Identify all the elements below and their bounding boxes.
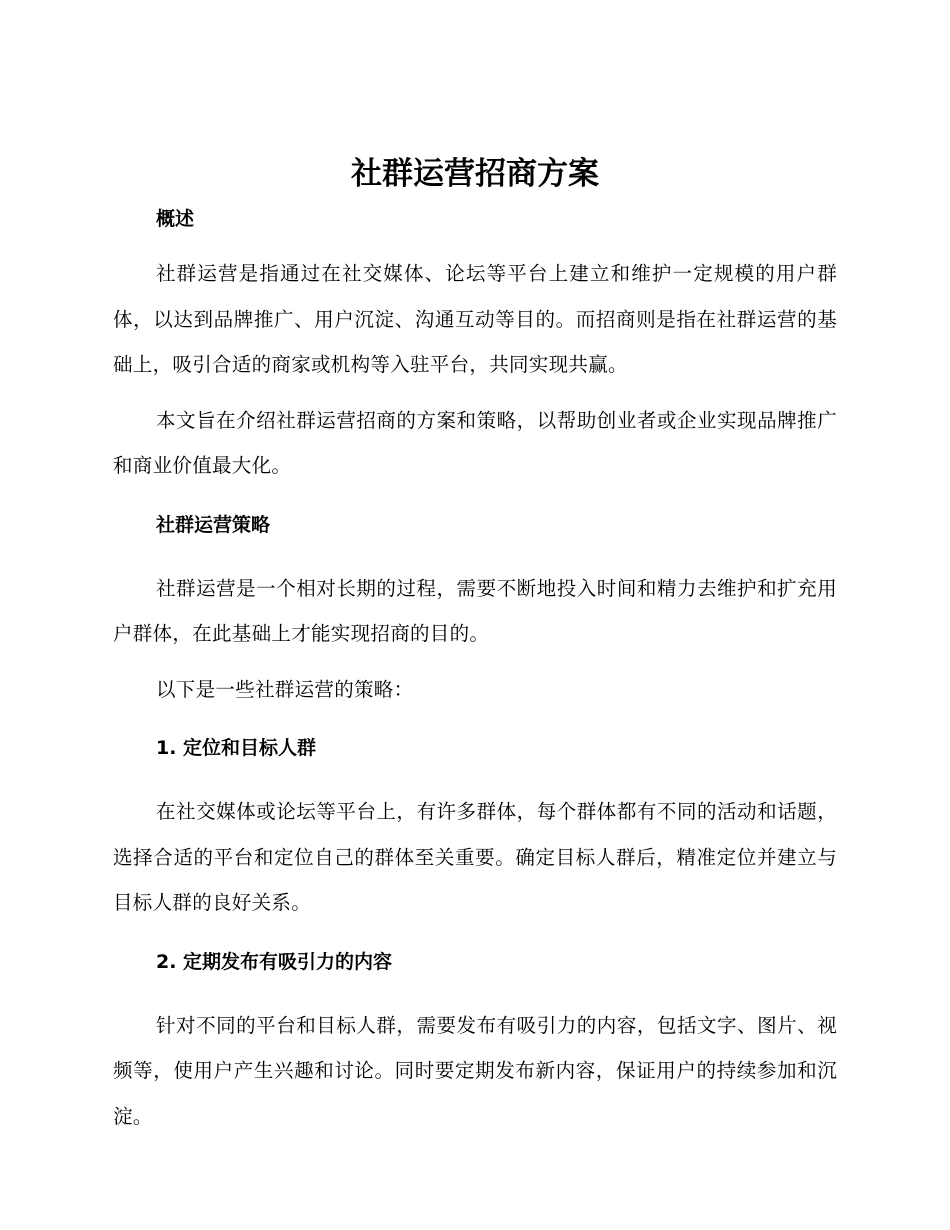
paragraph: 在社交媒体或论坛等平台上，有许多群体，每个群体都有不同的活动和话题，选择合适的平台和定位自己的群体至关重要。确定目标人群后，精准定位并建立与目标人群的良好关系。	[113, 800, 837, 914]
section-heading-overview: 概述	[156, 208, 195, 230]
document-title: 社群运营招商方案	[351, 156, 599, 192]
paragraph: 社群运营是一个相对长期的过程，需要不断地投入时间和精力去维护和扩充用户群体，在此基础上才能实现招商的目的。	[113, 576, 837, 645]
section-heading-strategy: 社群运营策略	[156, 513, 271, 536]
paragraph: 针对不同的平台和目标人群，需要发布有吸引力的内容，包括文字、图片、视频等，使用户产生兴趣和讨论。同时要定期发布新内容，保证用户的持续参加和沉淀。	[113, 1013, 837, 1128]
paragraph: 本文旨在介绍社群运营招商的方案和策略，以帮助创业者或企业实现品牌推广和商业价值最大化。	[113, 408, 837, 477]
paragraph: 社群运营是指通过在社交媒体、论坛等平台上建立和维护一定规模的用户群体，以达到品牌推广、用户沉淀、沟通互动等目的。而招商则是指在社群运营的基础上，吸引合适的商家或机构等入驻平台，共同实现共赢。	[113, 262, 837, 376]
section-heading-positioning: 1. 定位和目标人群	[156, 737, 317, 759]
section-heading-content: 2. 定期发布有吸引力的内容	[156, 950, 393, 973]
paragraph: 以下是一些社群运营的策略：	[156, 677, 414, 701]
